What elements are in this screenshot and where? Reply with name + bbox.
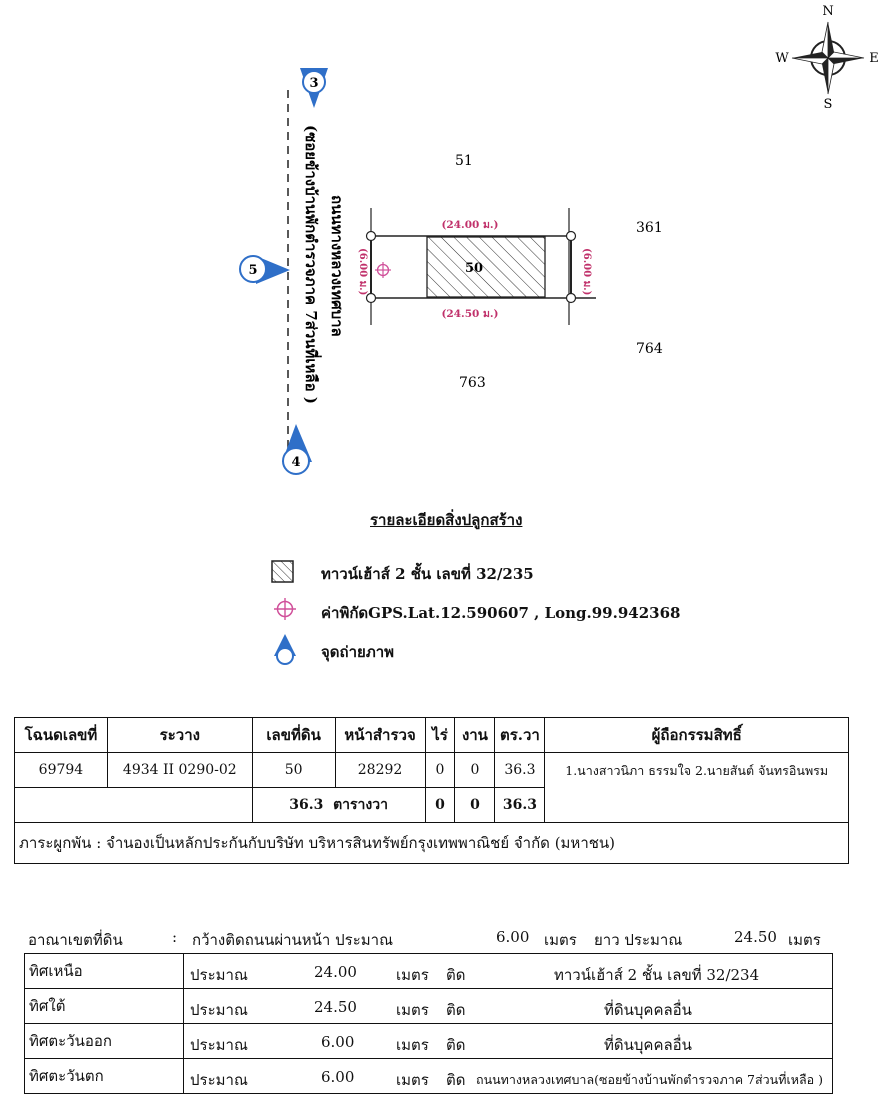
site-map bbox=[0, 0, 887, 500]
encumbrance-row bbox=[15, 823, 849, 864]
neighbor-north-text: ทาวน์เฮ้าส์ 2 ชั้น เลขที่ 32/234 bbox=[554, 966, 760, 984]
dim-left: (6.00 ม.) bbox=[357, 248, 368, 296]
table-row bbox=[15, 753, 849, 788]
sum-area: 36.3 ตารางวา bbox=[252, 788, 425, 823]
encumbrance: ภาระผูกพัน : จำนองเป็นหลักประกันกับบริษัท บริหารสินทรัพย์กรุงเทพพาณิชย์ จำกัด (มหาชน) bbox=[15, 823, 849, 864]
legend-item-gps: ค่าพิกัดGPS.Lat.12.590607 , Long.99.942368 bbox=[321, 604, 681, 622]
col-map-sheet: ระวาง bbox=[107, 718, 252, 753]
legend-item-building: ทาวน์เฮ้าส์ 2 ชั้น เลขที่ 32/235 bbox=[321, 565, 534, 583]
gps-crosshair-icon bbox=[375, 262, 391, 278]
width-text: กว้างติดถนนผ่านหน้า ประมาณ bbox=[192, 931, 393, 949]
dir-south: ทิศใต้ bbox=[25, 989, 184, 1024]
svg-text:5: 5 bbox=[248, 263, 258, 278]
dir-west: ทิศตะวันตก bbox=[25, 1059, 184, 1094]
col-rai: ไร่ bbox=[425, 718, 455, 753]
length-value: 24.50 bbox=[734, 928, 777, 946]
map-sheet: 4934 II 0290-02 bbox=[107, 753, 252, 788]
col-sq-wa: ตร.วา bbox=[495, 718, 545, 753]
rai: 0 bbox=[425, 753, 455, 788]
sum-rai: 0 bbox=[425, 788, 455, 823]
owner: 1.นางสาวนิภา ธรรมใจ 2.นายสันต์ จันทรอินพรม bbox=[545, 753, 849, 823]
length-text: ยาว ประมาณ bbox=[594, 931, 683, 949]
road-label: ถนนทางหลวงเทศบาล bbox=[328, 195, 346, 337]
neighbor-south: 763 bbox=[459, 375, 486, 391]
col-survey-page: หน้าสำรวจ bbox=[335, 718, 425, 753]
compass-n-label: N bbox=[822, 4, 834, 19]
legend-title: รายละเอียดสิ่งปลูกสร้าง bbox=[370, 511, 523, 529]
dim-bottom: (24.50 ม.) bbox=[441, 308, 499, 320]
neighbor-north: 51 bbox=[455, 153, 473, 169]
boundary-colon: : bbox=[172, 928, 178, 946]
table-row: ทิศเหนือ ประมาณ 24.00 เมตร ติด ทาวน์เฮ้าส์ 2 ชั้น เลขที่ 32/234 bbox=[25, 954, 833, 989]
parcel-table-header-row bbox=[15, 718, 849, 753]
col-ngan: งาน bbox=[455, 718, 495, 753]
col-owner: ผู้ถือกรรมสิทธิ์ bbox=[545, 718, 849, 753]
building-footprint bbox=[427, 237, 545, 297]
col-deed-no: โฉนดเลขที่ bbox=[15, 718, 108, 753]
neighbor-south-text: ที่ดินบุคคลอื่น bbox=[604, 1001, 692, 1019]
land-no: 50 bbox=[252, 753, 335, 788]
neighbor-east-top: 361 bbox=[636, 220, 663, 236]
neighbor-east-bottom: 764 bbox=[636, 341, 663, 357]
legend-item-photo: จุดถ่ายภาพ bbox=[321, 643, 395, 661]
svg-text:4: 4 bbox=[291, 455, 301, 470]
neighbor-east-text: ที่ดินบุคคลอื่น bbox=[604, 1036, 692, 1054]
table-row: ทิศใต้ ประมาณ 24.50 เมตร ติด ที่ดินบุคคลอื่น bbox=[25, 989, 833, 1024]
table-row: ทิศตะวันออก ประมาณ 6.00 เมตร ติด ที่ดินบุคคลอื่น bbox=[25, 1024, 833, 1059]
dir-east: ทิศตะวันออก bbox=[25, 1024, 184, 1059]
svg-text:3: 3 bbox=[309, 76, 319, 91]
survey-page: 28292 bbox=[335, 753, 425, 788]
length-unit: เมตร bbox=[788, 931, 821, 949]
hatched-square-icon bbox=[271, 560, 295, 584]
dir-north: ทิศเหนือ bbox=[25, 954, 184, 989]
sum-wa: 36.3 bbox=[495, 788, 545, 823]
photo-point-icon bbox=[272, 632, 298, 666]
ngan: 0 bbox=[455, 753, 495, 788]
parcel-number: 50 bbox=[464, 261, 484, 276]
col-land-no: เลขที่ดิน bbox=[252, 718, 335, 753]
gps-crosshair-icon bbox=[273, 597, 297, 621]
deed-no: 69794 bbox=[15, 753, 108, 788]
compass-e-label: E bbox=[869, 51, 879, 66]
boundary-label: อาณาเขตที่ดิน bbox=[28, 931, 123, 949]
neighbor-west-text: ถนนทางหลวงเทศบาล(ซอยข้างบ้านพักตำรวจภาค 7ส่วนที่เหลือ ) bbox=[476, 1072, 823, 1087]
photo-marker-5 bbox=[240, 256, 290, 284]
sum-ngan: 0 bbox=[455, 788, 495, 823]
parcel-table bbox=[14, 717, 849, 864]
compass-w-label: W bbox=[775, 51, 789, 66]
table-row: ทิศตะวันตก ประมาณ 6.00 เมตร ติด ถนนทางหลวงเทศบาล(ซอยข้างบ้านพักตำรวจภาค 7ส่วนที่เหลือ ) bbox=[25, 1059, 833, 1094]
compass-s-label: S bbox=[823, 97, 833, 112]
width-value: 6.00 bbox=[496, 928, 530, 946]
boundary-header bbox=[24, 926, 844, 950]
soi-label: (ซอยข้างบ้านพักตำรวจภาค 7ส่วนที่เหลือ ) bbox=[302, 125, 320, 404]
dim-right: (6.00 ม.) bbox=[581, 248, 592, 296]
photo-marker-4 bbox=[282, 424, 312, 474]
photo-marker-3 bbox=[300, 68, 328, 108]
dim-top: (24.00 ม.) bbox=[441, 219, 499, 231]
sq-wa: 36.3 bbox=[495, 753, 545, 788]
boundary-table bbox=[24, 953, 833, 1094]
width-unit: เมตร bbox=[544, 931, 577, 949]
